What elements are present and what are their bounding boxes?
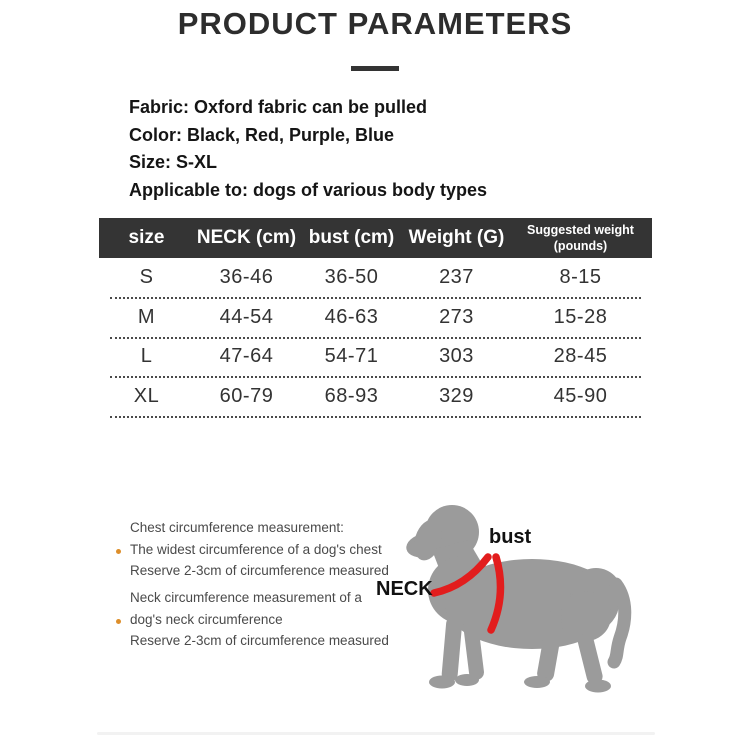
dog-tail <box>614 584 625 662</box>
note-line: Reserve 2-3cm of circumference measured <box>130 563 389 578</box>
cell-size: S <box>139 266 154 289</box>
note-line: Chest circumference measurement: <box>130 520 344 535</box>
cell-neck: 44-54 <box>219 305 274 328</box>
cell-suggested: 15-28 <box>553 305 608 328</box>
dog-measurement-diagram <box>370 498 660 710</box>
dog-front-paw <box>429 676 455 689</box>
cell-weight: 237 <box>439 266 474 289</box>
table-row-xl <box>99 377 652 417</box>
dog-hind-paw <box>524 676 550 688</box>
cell-size: M <box>137 305 156 328</box>
bottom-divider <box>97 732 655 735</box>
note-line: The widest circumference of a dog's chest <box>130 541 382 557</box>
cell-size: XL <box>133 384 160 407</box>
cell-bust: 54-71 <box>324 345 379 368</box>
dog-hind-leg <box>576 632 604 686</box>
bullet-dot-icon <box>116 549 121 554</box>
note-line: Reserve 2-3cm of circumference measured <box>130 633 389 648</box>
header-suggested-weight: Suggested weight (pounds) <box>527 222 634 253</box>
header-neck: NECK (cm) <box>196 227 297 248</box>
bullet-dot-icon <box>116 619 121 624</box>
bust-label: bust <box>489 526 532 548</box>
cell-suggested: 8-15 <box>559 266 602 289</box>
product-info <box>129 94 669 204</box>
dog-front-paw <box>455 674 479 686</box>
cell-weight: 273 <box>439 305 474 328</box>
size-table-header <box>99 218 652 258</box>
info-color: Color: Black, Red, Purple, Blue <box>129 124 395 145</box>
table-row-s <box>99 258 652 298</box>
dog-hind-paw <box>585 680 611 693</box>
info-applicable: Applicable to: dogs of various body types <box>129 179 488 200</box>
cell-size: L <box>140 345 153 368</box>
cell-suggested: 45-90 <box>553 384 608 407</box>
row-divider <box>110 376 641 378</box>
title-underline <box>351 66 399 71</box>
page-title: PRODUCT PARAMETERS <box>177 6 573 41</box>
cell-weight: 329 <box>439 384 474 407</box>
info-size: Size: S-XL <box>129 152 218 172</box>
cell-bust: 36-50 <box>324 266 379 289</box>
row-divider <box>110 297 641 299</box>
neck-label: NECK <box>376 578 433 600</box>
cell-suggested: 28-45 <box>553 345 608 368</box>
dog-thigh <box>561 591 611 641</box>
cell-weight: 303 <box>439 345 474 368</box>
cell-bust: 68-93 <box>324 384 379 407</box>
info-fabric: Fabric: Oxford fabric can be pulled <box>129 97 428 117</box>
header-size: size <box>128 227 165 248</box>
header-bust: bust (cm) <box>308 227 395 248</box>
cell-neck: 60-79 <box>219 384 274 407</box>
note-line: Neck circumference measurement of a <box>130 590 362 605</box>
row-divider <box>110 416 641 418</box>
dog-front-leg <box>441 615 463 682</box>
table-row-m <box>99 298 652 338</box>
row-divider <box>110 337 641 339</box>
note-line: dog's neck circumference <box>130 611 283 627</box>
cell-neck: 47-64 <box>219 345 274 368</box>
header-weight: Weight (G) <box>408 227 505 248</box>
cell-bust: 46-63 <box>324 305 379 328</box>
cell-neck: 36-46 <box>219 266 274 289</box>
table-row-l <box>99 337 652 377</box>
